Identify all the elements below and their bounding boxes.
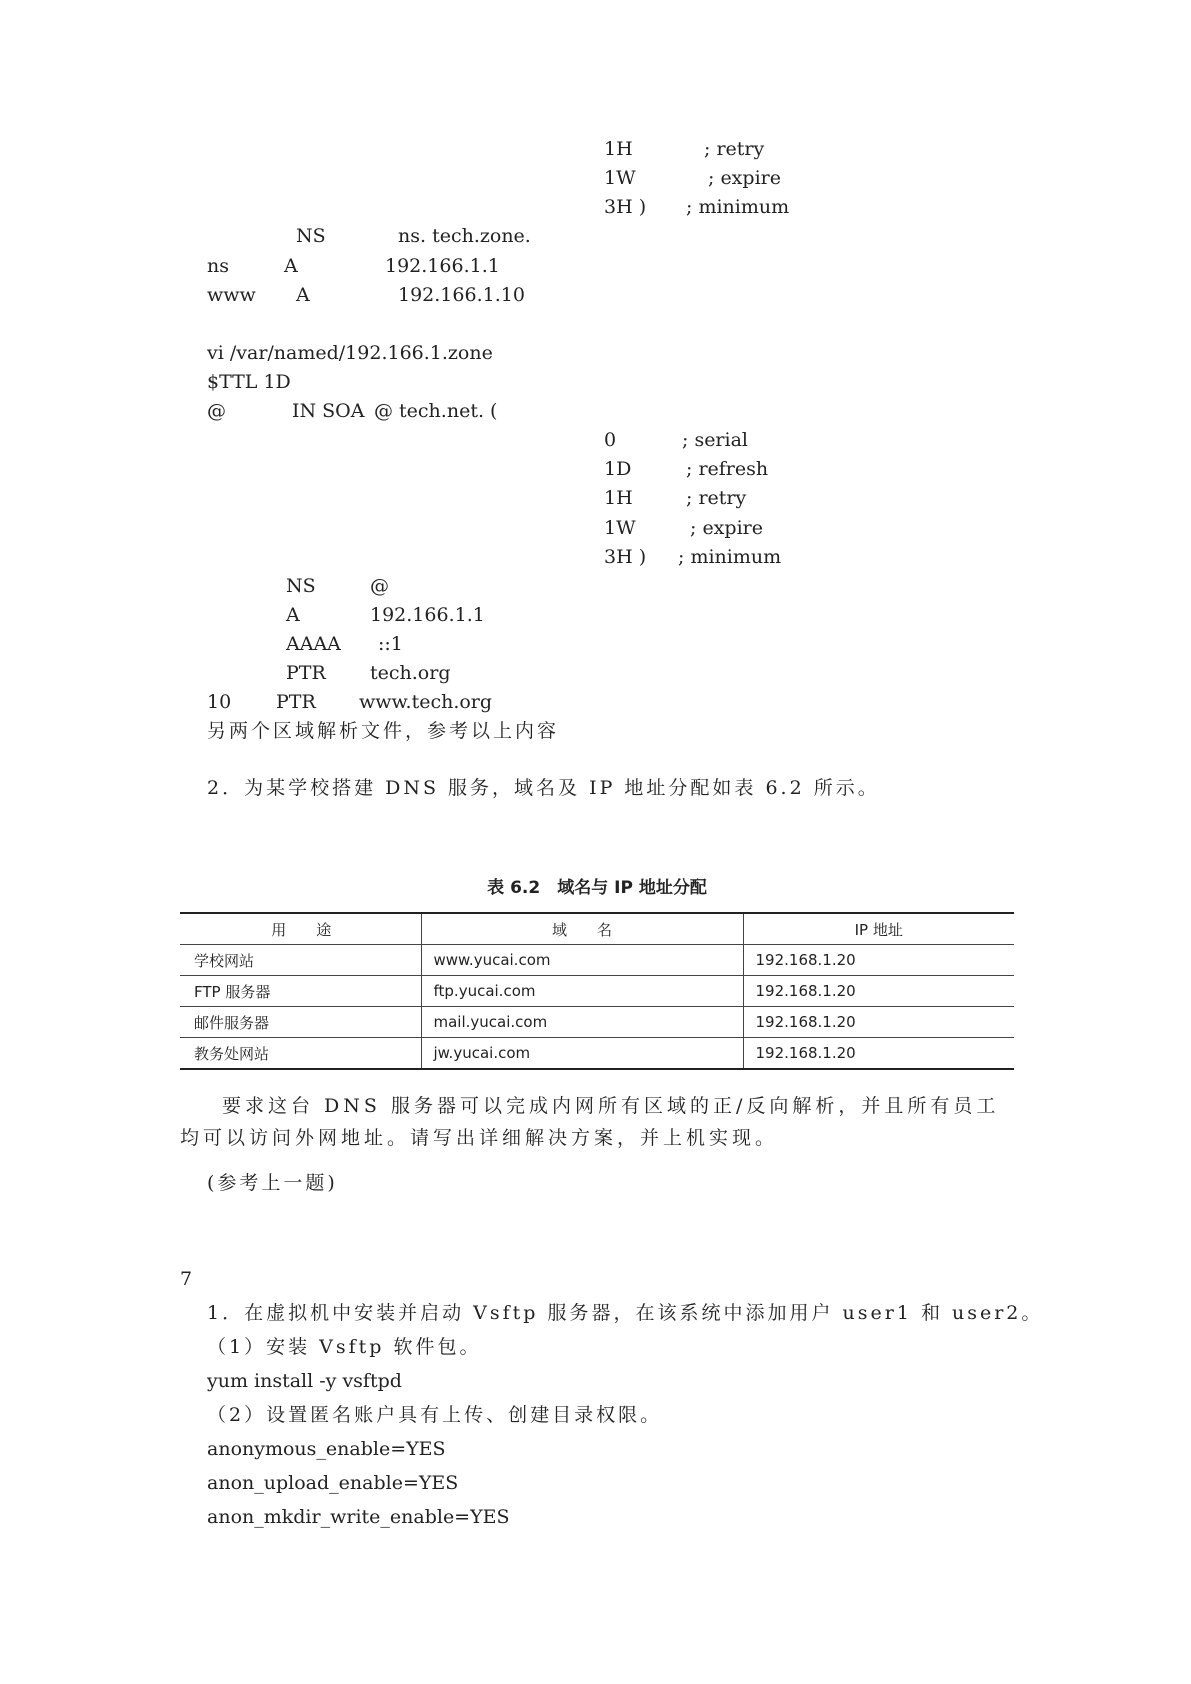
ptr10-target: www.tech.org [359, 691, 493, 713]
record-type: NS [286, 575, 316, 597]
table-row [180, 976, 1014, 1007]
config-line: anonymous_enable=YES [207, 1438, 446, 1460]
ptr10-type: PTR [276, 691, 316, 713]
step-1: （1）安装 Vsftp 软件包。 [207, 1336, 482, 1358]
record-target: ::1 [378, 633, 403, 655]
table-header-row [180, 913, 1014, 945]
record-type: PTR [286, 662, 326, 684]
cell-usage: 邮件服务器 [180, 1007, 421, 1038]
a-record-www-target: 192.166.1.10 [398, 284, 525, 306]
config-line: anon_upload_enable=YES [207, 1472, 459, 1494]
soa-minimum-comment: ; minimum [686, 196, 790, 218]
table-row [180, 945, 1014, 976]
a-record-www-type: A [296, 284, 310, 306]
soa-expire2-value: 1W [604, 517, 636, 539]
ns-record-target: ns. tech.zone. [398, 225, 531, 247]
ns-record-type: NS [296, 225, 326, 247]
soa-retry-value: 1H [604, 138, 633, 160]
install-command: yum install -y vsftpd [207, 1370, 402, 1392]
cell-usage: 教务处网站 [180, 1038, 421, 1070]
soa-minimum-value: 3H ) [604, 196, 647, 218]
requirement-paragraph: 要求这台 DNS 服务器可以完成内网所有区域的正/反向解析，并且所有员工均可以访问外网地址。请写出详细解决方案，并上机实现。 [180, 1095, 1000, 1149]
soa-refresh-value: 1D [604, 458, 632, 480]
cell-domain: ftp.yucai.com [421, 976, 743, 1007]
cell-ip: 192.168.1.20 [743, 945, 1014, 976]
header-usage: 用 途 [180, 913, 421, 945]
cell-usage: FTP 服务器 [180, 976, 421, 1007]
record-target: 192.166.1.1 [370, 604, 485, 626]
record-target: @ [370, 575, 389, 597]
table-row [180, 1007, 1014, 1038]
soa-expire2-comment: ; expire [690, 517, 763, 539]
soa-minimum2-value: 3H ) [604, 546, 647, 568]
soa-expire-comment: ; expire [708, 167, 781, 189]
soa-minimum2-comment: ; minimum [678, 546, 782, 568]
header-ip: IP 地址 [743, 913, 1014, 945]
question-2-text: 2．为某学校搭建 DNS 服务，域名及 IP 地址分配如表 6.2 所示。 [207, 777, 880, 799]
soa-retry2-comment: ; retry [686, 487, 747, 509]
table-caption: 表 6.2 域名与 IP 地址分配 [487, 878, 707, 898]
soa-target: @ tech.net. ( [374, 400, 498, 422]
domain-ip-table [180, 912, 1014, 1070]
record-type: A [286, 604, 300, 626]
cell-ip: 192.168.1.20 [743, 976, 1014, 1007]
soa-refresh-comment: ; refresh [686, 458, 769, 480]
cell-domain: jw.yucai.com [421, 1038, 743, 1070]
a-record-ns-type: A [284, 255, 298, 277]
a-record-ns-target: 192.166.1.1 [385, 255, 500, 277]
zone-note: 另两个区域解析文件，参考以上内容 [207, 720, 560, 742]
a-record-ns-name: ns [207, 255, 229, 277]
header-domain: 域 名 [421, 913, 743, 945]
ttl-line: $TTL 1D [207, 371, 291, 393]
soa-serial-value: 0 [604, 429, 617, 451]
ptr10-name: 10 [207, 691, 232, 713]
cell-domain: www.yucai.com [421, 945, 743, 976]
soa-retry2-value: 1H [604, 487, 633, 509]
record-type: AAAA [286, 633, 341, 655]
cell-domain: mail.yucai.com [421, 1007, 743, 1038]
chapter7-question-1: 1．在虚拟机中安装并启动 Vsftp 服务器，在该系统中添加用户 user1 和 user2。 [207, 1302, 1044, 1324]
cell-ip: 192.168.1.20 [743, 1007, 1014, 1038]
record-target: tech.org [370, 662, 451, 684]
reference-note: (参考上一题) [207, 1172, 338, 1194]
soa-expire-value: 1W [604, 167, 636, 189]
cell-usage: 学校网站 [180, 945, 421, 976]
step-2: （2）设置匿名账户具有上传、创建目录权限。 [207, 1404, 663, 1426]
table-row [180, 1038, 1014, 1070]
chapter-number: 7 [180, 1268, 193, 1290]
config-line: anon_mkdir_write_enable=YES [207, 1506, 510, 1528]
soa-at: @ [207, 400, 226, 422]
soa-in-soa: IN SOA [292, 400, 365, 422]
soa-serial-comment: ; serial [682, 429, 748, 451]
zone-file-command: vi /var/named/192.166.1.zone [207, 342, 493, 364]
cell-ip: 192.168.1.20 [743, 1038, 1014, 1070]
soa-retry-comment: ; retry [704, 138, 765, 160]
a-record-www-name: www [207, 284, 256, 306]
